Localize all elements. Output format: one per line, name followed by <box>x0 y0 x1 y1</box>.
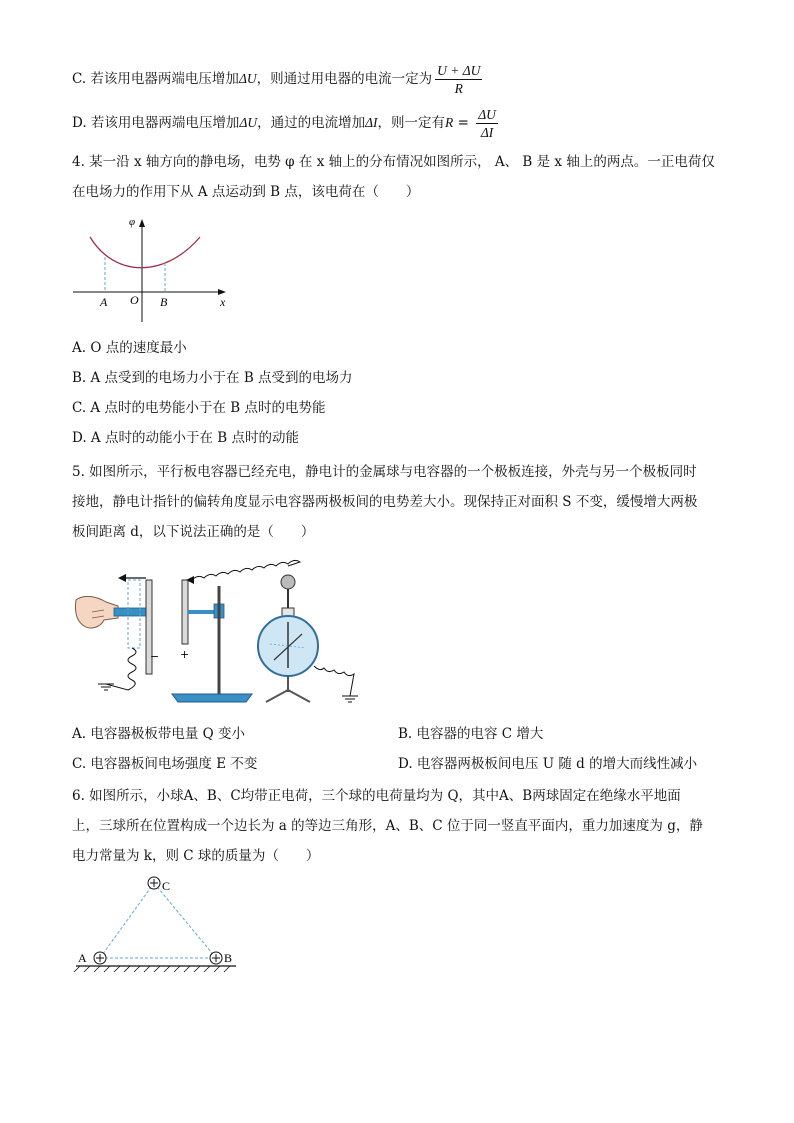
q3-optd-numerator: ΔU <box>478 107 496 122</box>
q5-option-d: D. 电容器两极板间电压 U 随 d 的增大而线性减小 <box>398 756 698 772</box>
q5-insulating-handle <box>114 608 148 616</box>
q3-optc-fraction <box>435 62 482 97</box>
q3-optd-mid2: ，则一定有 <box>377 115 446 131</box>
q4-potential-graph <box>70 210 235 328</box>
hand-icon <box>75 596 118 628</box>
q5-option-a: A. 电容器极板带电量 Q 变小 <box>72 726 245 742</box>
q5-right-plate <box>182 580 188 644</box>
q3-optc-denominator: R <box>454 81 463 96</box>
q6-charge-c-icon <box>148 877 160 889</box>
q6-charge-b-icon <box>210 952 222 964</box>
q4-label-x: x <box>220 295 226 309</box>
q5-stand-base <box>172 694 252 702</box>
q4-label-b: B <box>160 295 168 309</box>
q4-option-b: B. A 点受到的电场力小于在 B 点受到的电场力 <box>72 370 353 386</box>
q4-phi-arrow-icon <box>139 219 145 227</box>
q4-label-o: O <box>130 293 139 307</box>
q5-stem-line2: 接地，静电计指针的偏转角度显示电容器两极板间的电势差大小。现保持正对面积 S 不变，缓慢增大两极 <box>72 494 698 510</box>
q6-triangle-figure <box>72 870 252 975</box>
q3-option-c <box>72 62 485 97</box>
q6-label-b: B <box>224 951 233 965</box>
q6-ground-hatch <box>74 966 230 972</box>
q3-optd-prefix: D. 若该用电器两端电压增加 <box>72 115 240 131</box>
q3-optd-r: R <box>445 115 454 130</box>
q3-optc-prefix: C. 若该用电器两端电压增加 <box>72 71 239 87</box>
q6-stem-line3: 电力常量为 k，则 C 球的质量为（ ） <box>72 848 320 864</box>
q4-potential-curve <box>90 237 200 268</box>
q4-stem-line2: 在电场力的作用下从 A 点运动到 B 点，该电荷在（ ） <box>72 184 420 200</box>
q6-side-bc <box>154 883 216 958</box>
q3-optd-equals: = <box>453 115 474 131</box>
q4-stem-line1: 4. 某一沿 x 轴方向的静电场，电势 φ 在 x 轴上的分布情况如图所示， A、 B 是 x 轴上的两点。一正电荷仅 <box>72 154 715 170</box>
q6-stem-line1: 6. 如图所示，小球A、B、C均带正电荷，三个球的电荷量均为 Q，其中A、B两球固定在绝缘水平地面 <box>72 788 681 804</box>
q5-stem-line1: 5. 如图所示，平行板电容器已经充电，静电计的金属球与电容器的一个极板连接，外壳与另一个极板同时 <box>72 464 697 480</box>
q3-optd-fraction <box>476 106 498 141</box>
q3-optc-numerator: U + ΔU <box>437 63 481 78</box>
q5-option-c: C. 电容器板间电场强度 E 不变 <box>72 756 258 772</box>
q5-electroscope-ball <box>281 575 295 589</box>
q5-option-b: B. 电容器的电容 C 增大 <box>398 726 544 742</box>
q4-label-phi: φ <box>129 216 136 228</box>
q3-optd-delta-u: ΔU <box>239 115 258 130</box>
q5-capacitor-figure <box>74 556 374 716</box>
q3-optc-mid: ，则通过用电器的电流一定为 <box>256 71 433 87</box>
q4-option-d: D. A 点时的动能小于在 B 点时的动能 <box>72 430 299 446</box>
q6-side-ac <box>100 883 154 958</box>
q6-label-c: C <box>162 879 171 893</box>
q5-move-arrow-icon <box>118 574 126 582</box>
q6-stem-line2: 上，三球所在位置构成一个边长为 a 的等边三角形，A、B、C 位于同一竖直平面内，重力加速度为 g，静 <box>72 818 703 834</box>
q3-optc-delta-u: ΔU <box>238 71 257 86</box>
q4-option-a: A. O 点的速度最小 <box>72 340 187 356</box>
q5-plus-sign: + <box>180 648 190 661</box>
q3-option-d <box>72 106 501 141</box>
q4-option-c: C. A 点时的电势能小于在 B 点时的电势能 <box>72 400 326 416</box>
q5-minus-sign: − <box>150 650 160 663</box>
q6-label-a: A <box>78 951 87 965</box>
q3-optd-mid1: ，通过的电流增加 <box>257 115 366 131</box>
q3-optd-denominator: ΔI <box>480 125 494 140</box>
q5-stem-line3: 板间距离 d，以下说法正确的是（ ） <box>72 524 315 540</box>
q5-ground-wire-right <box>314 666 354 696</box>
q3-optd-delta-i: ΔI <box>365 115 378 130</box>
q4-label-a: A <box>100 295 108 309</box>
q6-charge-a-icon <box>94 952 106 964</box>
